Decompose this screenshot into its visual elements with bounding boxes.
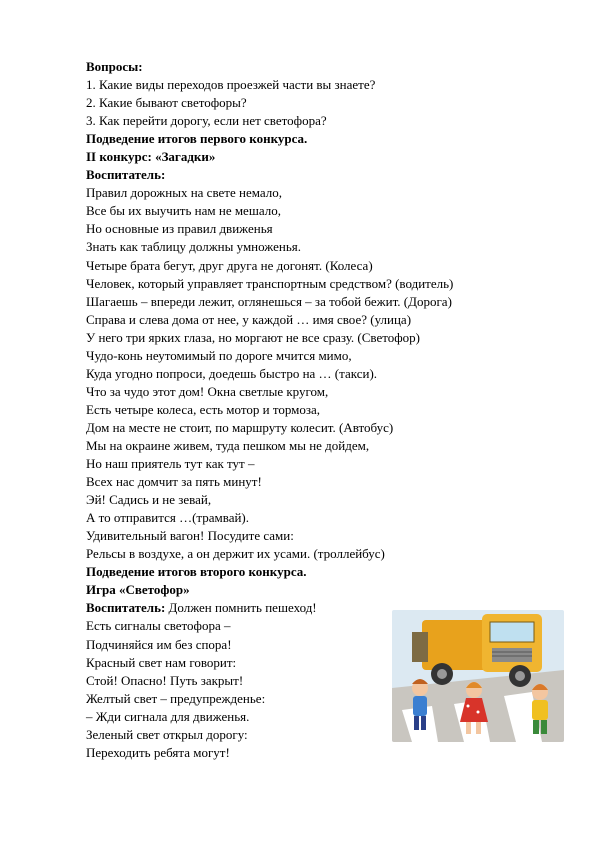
line-text: У него три ярких глаза, но моргают не все сразу. (Светофор) [86,329,421,345]
children-crossing-road-illustration [392,610,564,742]
line-text: Мы на окраине живем, туда пешком мы не дойдем, [86,437,370,453]
text-line [86,491,526,509]
text-line [86,563,526,581]
line-text: Переходить ребята могут! [86,744,230,760]
line-text: II конкурс: «Загадки» [86,149,216,165]
line-text: Красный свет нам говорит: [86,654,237,670]
line-text: Но основные из правил движенья [86,221,273,237]
line-text: Справа и слева дома от нее, у каждой … имя свое? (улица) [86,311,412,327]
text-line [86,329,526,347]
text-line [86,365,526,383]
line-text: Подведение итогов второго конкурса. [86,564,307,580]
line-text: Желтый свет – предупрежденье: [86,690,266,706]
line-text: Есть сигналы светофора – [86,618,231,634]
line-text: 3. Как перейти дорогу, если нет светофора? [86,113,327,129]
text-line [86,130,526,148]
text-line [86,275,526,293]
line-text: Куда угодно попроси, доедешь быстро на … (такси). [86,365,378,381]
text-line [86,437,526,455]
text-line [86,58,526,76]
illustration-icon [392,610,564,742]
line-text: Шагаешь – впереди лежит, оглянешься – за тобой бежит. (Дорога) [86,293,452,309]
line-text: – Жди сигнала для движенья. [86,708,250,724]
line-text: Всех нас домчит за пять минут! [86,474,262,490]
line-text: Есть четыре колеса, есть мотор и тормоза, [86,401,321,417]
line-text: А то отправится …(трамвай). [86,510,250,526]
text-line [86,184,526,202]
line-text: Дом на месте не стоит, по маршруту колесит. (Автобус) [86,419,394,435]
line-text: Воспитатель: [86,167,166,183]
line-text: Что за чудо этот дом! Окна светлые кругом, [86,383,329,399]
text-line [86,383,526,401]
text-line [86,238,526,256]
text-line [86,401,526,419]
line-text: 2. Какие бывают светофоры? [86,95,247,111]
line-text: Но наш приятель тут как тут – [86,456,255,472]
text-line [86,202,526,220]
text-line [86,527,526,545]
line-text: Чудо-конь неутомимый по дороге мчится мимо, [86,347,352,363]
text-line [86,166,526,184]
line-text: Подчиняйся им без спора! [86,636,232,652]
line-text: Стой! Опасно! Путь закрыт! [86,672,244,688]
line-text: Рельсы в воздухе, а он держит их усами. (троллейбус) [86,546,385,562]
text-line [86,94,526,112]
text-line [86,419,526,437]
line-text: Все бы их выучить нам не мешало, [86,203,281,219]
line-text: Должен помнить пешеход! [165,600,317,616]
text-line [86,347,526,365]
speaker-label: Воспитатель: [86,600,166,616]
line-text: Человек, который управляет транспортным средством? (водитель) [86,275,454,291]
text-line [86,76,526,94]
text-line [86,112,526,130]
line-text: Правил дорожных на свете немало, [86,185,282,201]
line-text: Зеленый свет открыл дорогу: [86,726,248,742]
text-line [86,293,526,311]
text-line [86,148,526,166]
text-line [86,311,526,329]
text-line [86,545,526,563]
text-line [86,581,526,599]
line-text: Игра «Светофор» [86,582,190,598]
line-text: Удивительный вагон! Посудите сами: [86,528,294,544]
text-line [86,220,526,238]
text-line [86,509,526,527]
text-line [86,455,526,473]
line-text: 1. Какие виды переходов проезжей части вы знаете? [86,77,376,93]
text-line [86,744,526,762]
line-text: Четыре брата бегут, друг друга не догонят. (Колеса) [86,257,373,273]
line-text: Подведение итогов первого конкурса. [86,131,308,147]
line-text: Вопросы: [86,59,143,74]
line-text: Эй! Садись и не зевай, [86,492,212,508]
text-line [86,473,526,491]
text-line [86,257,526,275]
line-text: Знать как таблицу должны умноженья. [86,239,302,255]
